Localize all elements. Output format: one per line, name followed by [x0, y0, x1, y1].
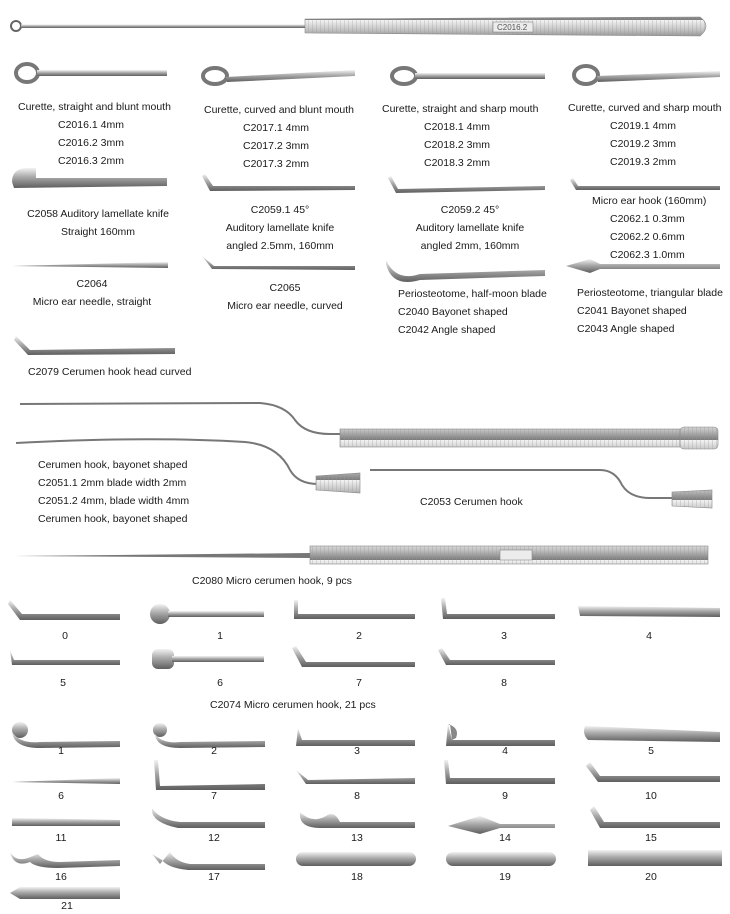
caption-line: C2062.3 1.0mm [610, 249, 685, 261]
caption-line: C2040 Bayonet shaped [398, 306, 508, 318]
c2074-label: 3 [354, 745, 360, 757]
c2074-title: C2074 Micro cerumen hook, 21 pcs [210, 699, 376, 711]
c2074-label: 12 [208, 832, 220, 844]
caption-line: angled 2mm, 160mm [420, 240, 520, 252]
caption-line: Auditory lamellate knife [415, 222, 525, 234]
caption-line: Micro ear needle, curved [227, 300, 343, 312]
caption-line: C2064 [76, 278, 108, 290]
size-line: C2019.1 4mm [610, 120, 676, 132]
size-line: C2016.3 2mm [58, 155, 124, 167]
c2074-label: 14 [499, 832, 511, 844]
curette-curved-sharp-caption [568, 99, 722, 171]
c2074-label: 5 [648, 745, 654, 757]
size-line: C2018.2 3mm [424, 139, 490, 151]
c2074-label: 19 [499, 871, 511, 883]
c2074-label: 9 [502, 790, 508, 802]
c2074-label: 21 [61, 900, 73, 912]
c2065-caption [205, 279, 365, 315]
size-line: C2018.1 4mm [424, 121, 490, 133]
caption-line: Micro ear hook (160mm) [592, 195, 707, 207]
caption-line: C2051.1 2mm blade width 2mm [38, 477, 187, 489]
c2074-label: 2 [211, 745, 217, 757]
caption-line: C2051.2 4mm, blade width 4mm [38, 495, 190, 507]
curette-full-instrument [11, 17, 706, 36]
caption-line: C2041 Bayonet shaped [577, 305, 687, 317]
c2062-caption [592, 192, 706, 264]
caption-line: Periosteotome, triangular blade [577, 287, 723, 299]
caption-line: C2065 [269, 282, 301, 294]
caption-title: Curette, straight and blunt mouth [18, 101, 171, 113]
caption-line: Auditory lamellate knife [225, 222, 335, 234]
c2080-label: 2 [356, 630, 362, 642]
caption-line: C2062.2 0.6mm [610, 231, 685, 243]
caption-line: Cerumen hook, bayonet shaped [38, 513, 188, 525]
caption-line: Periosteotome, half-moon blade [398, 288, 547, 300]
caption-line: C2059.2 45° [440, 204, 500, 216]
c2074-label: 16 [55, 871, 67, 883]
triangular-periosteotome-caption [577, 284, 723, 338]
c2080-instrument [14, 546, 708, 564]
curette-straight-sharp-caption [382, 100, 538, 172]
curette-straight-blunt-caption [18, 98, 171, 170]
curette-tips [16, 64, 720, 84]
caption-title: Curette, curved and blunt mouth [204, 104, 355, 116]
c2064-caption [12, 275, 172, 311]
size-line: C2017.1 4mm [243, 122, 309, 134]
c2074-label: 13 [351, 832, 363, 844]
size-line: C2017.2 3mm [243, 140, 309, 152]
caption-line: C2043 Angle shaped [577, 323, 675, 335]
caption-line: C2062.1 0.3mm [610, 213, 685, 225]
row2-tips [12, 168, 720, 193]
c2051-caption [38, 456, 189, 528]
caption-line: angled 2.5mm, 160mm [226, 240, 334, 252]
caption-line: C2059.1 45° [250, 204, 310, 216]
size-line: C2019.2 3mm [610, 138, 676, 150]
c2074-label: 20 [645, 871, 657, 883]
c2080-label: 7 [356, 677, 362, 689]
handle-marking: C2016.2 [497, 23, 528, 32]
c2080-title: C2080 Micro cerumen hook, 9 pcs [192, 575, 352, 587]
c2058-caption [18, 205, 178, 241]
c2074-label: 8 [354, 790, 360, 802]
c2079-caption: C2079 Cerumen hook head curved [28, 366, 192, 378]
caption-line: Cerumen hook, bayonet shaped [38, 459, 188, 471]
size-line: C2019.3 2mm [610, 156, 676, 168]
c2080-label: 3 [501, 630, 507, 642]
c2074-label: 1 [58, 745, 64, 757]
size-line: C2016.2 3mm [58, 137, 124, 149]
caption-line: C2042 Angle shaped [398, 324, 496, 336]
size-line: C2016.1 4mm [58, 119, 124, 131]
c2074-label: 7 [211, 790, 217, 802]
size-line: C2017.3 2mm [243, 158, 309, 170]
c2080-label: 5 [60, 677, 66, 689]
c2080-label: 6 [217, 677, 223, 689]
c2074-label: 4 [502, 745, 508, 757]
c2074-label: 15 [645, 832, 657, 844]
c2080-label: 0 [62, 630, 68, 642]
caption-title: Curette, curved and sharp mouth [568, 102, 722, 114]
size-line: C2018.3 2mm [424, 157, 490, 169]
c2074-label: 10 [645, 790, 657, 802]
caption-title: Curette, straight and sharp mouth [382, 103, 539, 115]
c2080-label: 4 [646, 630, 652, 642]
c2079-tip [14, 336, 175, 355]
c2074-label: 11 [55, 832, 67, 844]
half-moon-periosteotome-caption [398, 285, 547, 339]
c2080-label: 1 [217, 630, 223, 642]
c2074-label: 17 [208, 871, 220, 883]
c2080-label: 8 [501, 677, 507, 689]
c2059-1-caption [210, 201, 350, 255]
caption-line: Straight 160mm [60, 226, 136, 238]
c2074-label: 6 [58, 790, 64, 802]
caption-line: Micro ear needle, straight [32, 296, 152, 308]
caption-line: C2058 Auditory lamellate knife [27, 208, 169, 220]
c2053-caption: C2053 Cerumen hook [420, 496, 523, 508]
curette-curved-blunt-caption [204, 101, 354, 173]
c2074-label: 18 [351, 871, 363, 883]
c2059-2-caption [400, 201, 540, 255]
